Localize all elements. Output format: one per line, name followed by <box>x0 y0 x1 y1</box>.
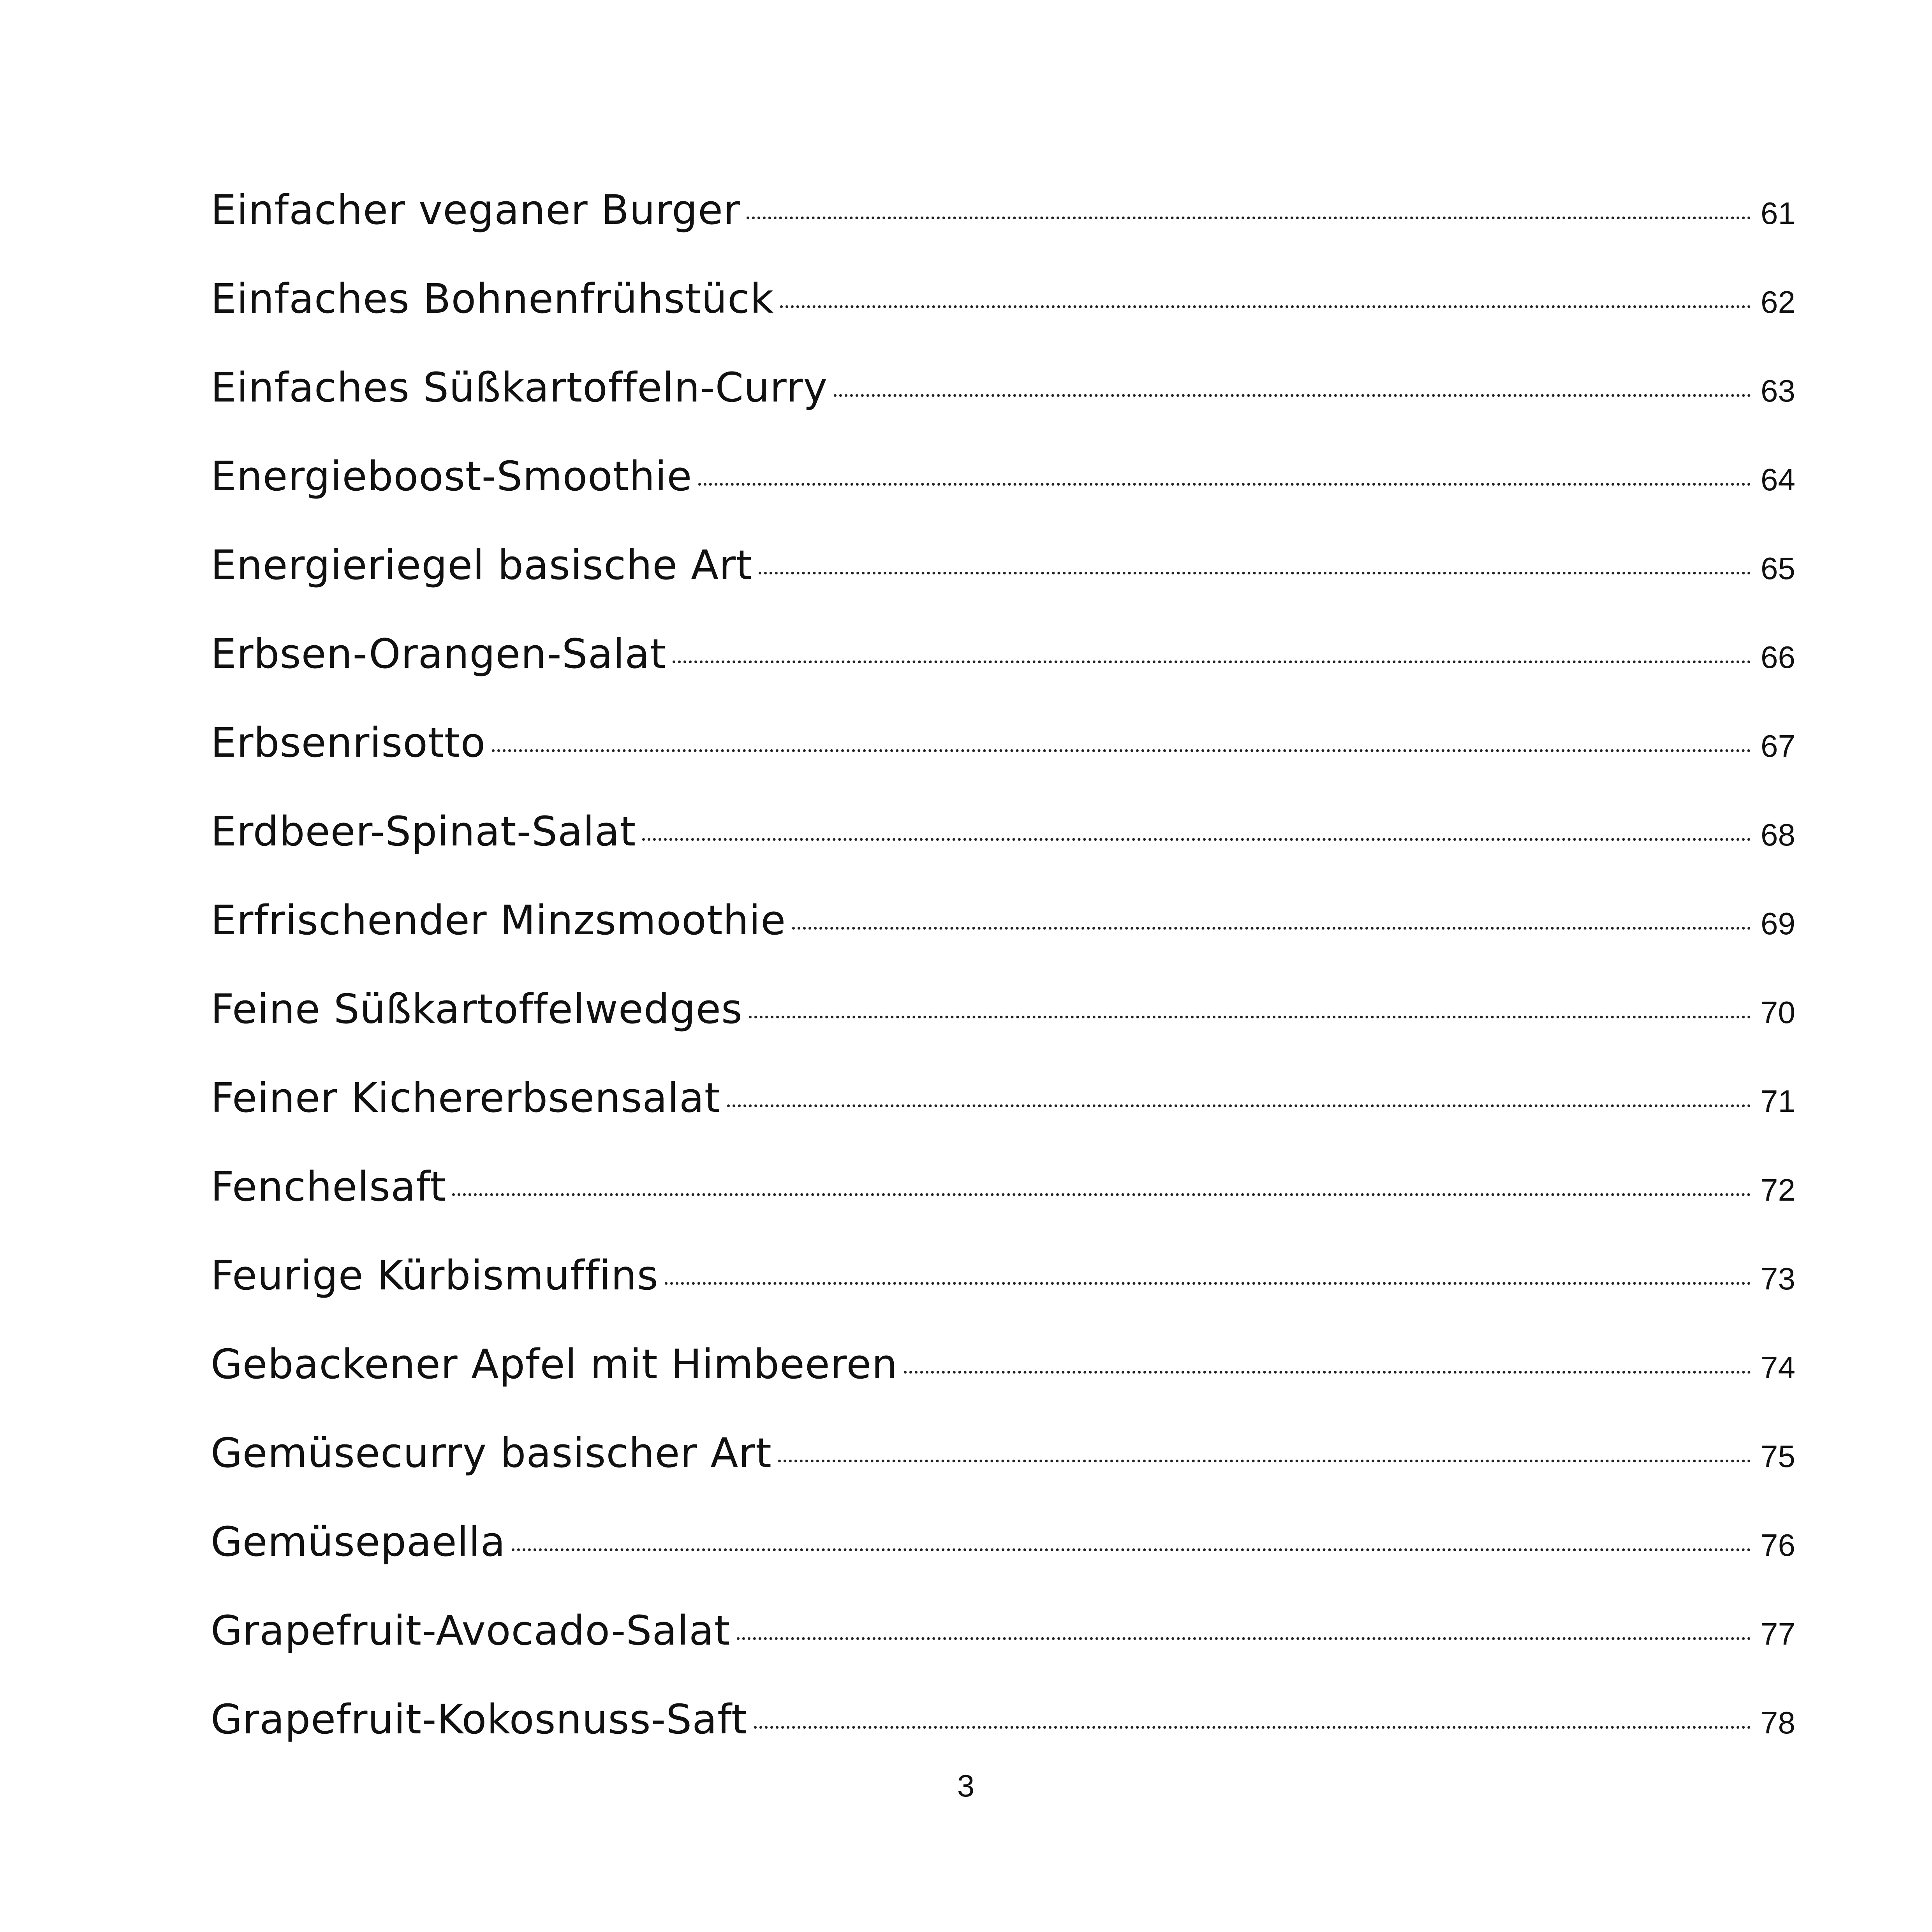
toc-entry[interactable] <box>211 965 1795 1053</box>
toc-entry[interactable] <box>211 787 1795 876</box>
toc-entry-title: Feiner Kichererbsensalat <box>211 1074 721 1122</box>
dot-leader <box>749 1016 1751 1018</box>
toc-entry[interactable] <box>211 343 1795 432</box>
table-of-contents <box>211 166 1795 1764</box>
toc-entry-title: Grapefruit-Avocado-Salat <box>211 1607 731 1654</box>
toc-entry-title: Gemüsecurry basischer Art <box>211 1429 772 1477</box>
toc-entry-page: 62 <box>1761 285 1795 319</box>
toc-entry[interactable] <box>211 1142 1795 1231</box>
toc-entry-title: Grapefruit-Kokosnuss-Saft <box>211 1696 748 1743</box>
page-number: 3 <box>957 1768 975 1803</box>
dot-leader <box>642 838 1751 841</box>
toc-entry[interactable] <box>211 1497 1795 1586</box>
toc-entry-page: 72 <box>1761 1173 1795 1207</box>
toc-entry[interactable] <box>211 1586 1795 1675</box>
toc-entry-page: 63 <box>1761 373 1795 408</box>
dot-leader <box>754 1726 1751 1729</box>
toc-entry-title: Einfaches Süßkartoffeln-Curry <box>211 364 828 411</box>
toc-entry-page: 74 <box>1761 1350 1795 1385</box>
dot-leader <box>904 1371 1751 1374</box>
toc-entry[interactable] <box>211 432 1795 521</box>
toc-entry-page: 64 <box>1761 462 1795 497</box>
toc-entry-title: Feurige Kürbismuffins <box>211 1252 659 1299</box>
toc-entry-title: Erbsenrisotto <box>211 719 486 766</box>
toc-entry-page: 68 <box>1761 817 1795 852</box>
toc-entry-title: Erfrischender Minzsmoothie <box>211 896 786 944</box>
dot-leader <box>452 1193 1751 1196</box>
toc-entry[interactable] <box>211 1409 1795 1497</box>
dot-leader <box>727 1104 1751 1107</box>
toc-entry-page: 76 <box>1761 1528 1795 1562</box>
toc-entry-title: Gebackener Apfel mit Himbeeren <box>211 1340 898 1388</box>
toc-entry[interactable] <box>211 1231 1795 1320</box>
dot-leader <box>512 1548 1751 1551</box>
dot-leader <box>778 1460 1751 1462</box>
dot-leader <box>747 217 1751 219</box>
toc-entry-page: 77 <box>1761 1617 1795 1651</box>
dot-leader <box>698 483 1751 486</box>
toc-entry[interactable] <box>211 698 1795 787</box>
toc-entry-page: 61 <box>1761 196 1795 231</box>
toc-entry[interactable] <box>211 1320 1795 1409</box>
toc-entry-title: Fenchelsaft <box>211 1163 446 1210</box>
toc-entry-page: 65 <box>1761 551 1795 586</box>
toc-entry-title: Einfaches Bohnenfrühstück <box>211 275 774 322</box>
dot-leader <box>492 749 1751 752</box>
dot-leader <box>673 660 1751 663</box>
toc-entry-page: 69 <box>1761 906 1795 941</box>
toc-entry[interactable] <box>211 166 1795 254</box>
toc-entry-title: Feine Süßkartoffelwedges <box>211 985 743 1033</box>
dot-leader <box>834 394 1751 397</box>
toc-entry[interactable] <box>211 1053 1795 1142</box>
toc-entry[interactable] <box>211 1675 1795 1764</box>
toc-entry-title: Gemüsepaella <box>211 1518 506 1566</box>
dot-leader <box>792 927 1751 930</box>
dot-leader <box>759 572 1751 574</box>
toc-entry[interactable] <box>211 609 1795 698</box>
toc-entry-page: 78 <box>1761 1705 1795 1740</box>
toc-entry[interactable] <box>211 254 1795 343</box>
toc-entry-title: Einfacher veganer Burger <box>211 186 740 234</box>
toc-entry-page: 75 <box>1761 1439 1795 1474</box>
dot-leader <box>737 1637 1751 1640</box>
toc-entry-page: 66 <box>1761 640 1795 675</box>
toc-entry-page: 70 <box>1761 995 1795 1030</box>
dot-leader <box>665 1282 1751 1285</box>
toc-entry-title: Erdbeer-Spinat-Salat <box>211 808 636 855</box>
toc-entry-title: Erbsen-Orangen-Salat <box>211 630 666 678</box>
toc-entry-page: 73 <box>1761 1261 1795 1296</box>
toc-entry-title: Energieboost-Smoothie <box>211 453 692 500</box>
toc-entry-page: 71 <box>1761 1084 1795 1118</box>
dot-leader <box>780 305 1751 308</box>
toc-entry[interactable] <box>211 876 1795 965</box>
toc-entry-page: 67 <box>1761 729 1795 763</box>
toc-entry-title: Energieriegel basische Art <box>211 541 752 589</box>
toc-entry[interactable] <box>211 521 1795 609</box>
